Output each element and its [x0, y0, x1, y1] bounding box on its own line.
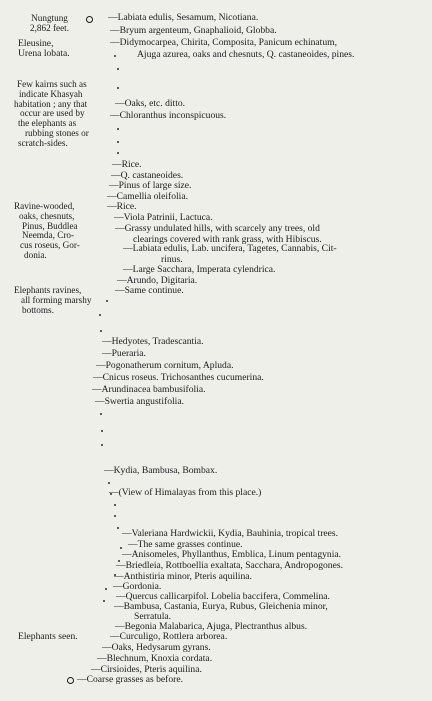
plant-entry: —Anthistiria minor, Pteris aquilina.	[114, 571, 252, 582]
plant-entry: rinus.	[161, 254, 183, 265]
annotation-line: Few kairns such as	[17, 79, 87, 89]
route-dot	[101, 430, 103, 432]
annotation-line: cus roseus, Gor-	[20, 240, 80, 251]
annotation-elephant-ravines	[14, 286, 91, 315]
annotation-line: Neemda, Cro-	[22, 230, 75, 241]
annotation-line: indicate Khasyah	[19, 88, 83, 99]
route-dot	[108, 482, 110, 484]
plant-entry: —Rice.	[112, 159, 142, 170]
annotation-line: Elephants ravines,	[14, 285, 82, 295]
plant-entry: —Rice.	[107, 201, 137, 212]
plant-entry: —Labiata edulis, Lab. uncifera, Tagetes, Cannabis, Cit-	[123, 243, 337, 254]
route-dot	[114, 55, 116, 57]
annotation-line: Pinus, Buddlea	[22, 220, 78, 231]
route-dot	[117, 87, 119, 89]
plant-entry: —Kydia, Bambusa, Bombax.	[104, 465, 218, 476]
route-dot	[100, 330, 102, 332]
plant-entry: Serratula.	[134, 611, 172, 622]
plant-entry: —Q. castaneoides.	[111, 170, 184, 181]
annotation-line: oaks, chesnuts,	[19, 210, 75, 221]
plant-entry: —Viola Patrinii, Lactuca.	[114, 212, 213, 223]
plant-entry: —Pueraria.	[102, 348, 146, 359]
annotation-line: all forming marshy	[21, 294, 92, 305]
station-end-circle-icon	[67, 677, 74, 684]
plant-entry: —Valeriana Hardwickii, Kydia, Bauhinia, tropical trees.	[122, 528, 339, 539]
plant-entry: —Chloranthus inconspicuous.	[110, 110, 227, 121]
plant-entry: —Bryum argenteum, Gnaphalioid, Globba.	[110, 25, 277, 36]
route-dot	[117, 141, 119, 143]
route-dot	[117, 128, 119, 130]
route-dot	[100, 413, 102, 415]
route-dot	[101, 444, 103, 446]
plant-entry: —Coarse grasses as before.	[77, 674, 184, 685]
route-dot	[117, 68, 119, 70]
plant-entry: —Blechnum, Knoxia cordata.	[97, 653, 213, 664]
annotation-line: scratch-sides.	[18, 137, 68, 148]
route-dot	[114, 515, 116, 517]
plant-entry: —The same grasses continue.	[128, 539, 243, 550]
annotation-line: donia.	[24, 249, 47, 260]
annotation-elephants-seen: Elephants seen.	[18, 631, 78, 642]
plant-entry: —Pinus of large size.	[109, 180, 192, 191]
plant-entry: —Cirsioides, Pteris aquilina.	[91, 664, 202, 675]
route-dot	[99, 314, 101, 316]
plant-entry: —Large Sacchara, Imperata cylendrica.	[123, 264, 276, 275]
plant-entry: —Quercus callicarpifol. Lobelia baccifera, Commelina.	[116, 591, 330, 602]
plant-entry: —Hedyotes, Tradescantia.	[102, 336, 204, 347]
annotation-line: habitation ; any that	[14, 98, 88, 109]
annotation-ravine	[14, 202, 80, 261]
route-dot	[106, 300, 108, 302]
plant-entry: —Bambusa, Castania, Eurya, Rubus, Gleichenia minor,	[114, 601, 328, 612]
plant-entry: —Pogonatherum cornitum, Apluda.	[96, 360, 234, 371]
annotation-line: bottoms.	[22, 304, 54, 315]
annotation-line: the elephants as	[18, 118, 77, 129]
plant-entry: —Cnicus roseus. Trichosanthes cucumerina.	[93, 372, 264, 383]
annotation-line: 2,862 feet.	[30, 22, 70, 33]
route-dot	[117, 527, 119, 529]
annotation-station	[30, 14, 69, 34]
plant-entry: —Oaks, etc. ditto.	[115, 98, 186, 109]
plant-entry: Ajuga azurea, oaks and chesnuts, Q. castaneoides, pines.	[137, 49, 355, 60]
annotation-line: Ravine-wooded,	[14, 201, 75, 211]
plant-entry: —Briedleia, Rottboellia exaltata, Sacchara, Andropogones.	[116, 560, 343, 571]
route-dot	[103, 600, 105, 602]
plant-entry: —Arundo, Digitaria.	[117, 275, 198, 286]
route-dot	[105, 588, 107, 590]
plant-entry: —Swertia angustifolia.	[95, 396, 184, 407]
plant-entry: —Oaks, Hedysarum gyrans.	[102, 642, 211, 653]
station-start-circle-icon	[86, 16, 93, 23]
plant-entry: —Curculigo, Rottlera arborea.	[110, 631, 228, 642]
plant-entry: —Anisomeles, Phyllanthus, Emblica, Linum pentagynia.	[122, 549, 342, 560]
plant-entry: —Didymocarpea, Chirita, Composita, Panicum echinatum,	[110, 37, 338, 48]
plant-entry: —Camellia oleifolia.	[107, 191, 188, 202]
plant-entry: —Arundinacea bambusifolia.	[92, 384, 206, 395]
plant-entry: —Begonia Malabarica, Ajuga, Plectranthus albus.	[115, 621, 308, 632]
annotation-line: Nungtung	[31, 13, 68, 23]
annotation-line: occur are used by	[20, 108, 85, 119]
plant-entry: —Gordonia.	[113, 581, 162, 592]
annotation-line: Urena lobata.	[18, 48, 70, 59]
annotation-line: rubbing stones or	[25, 127, 89, 138]
plant-entry: —Grassy undulated hills, with scarcely any trees, old	[115, 223, 320, 234]
route-dot	[117, 152, 119, 154]
route-dot	[114, 504, 116, 506]
plant-entry: —(View of Himalayas from this place.)	[109, 487, 262, 498]
annotation-kairns	[14, 80, 89, 149]
plant-entry: —Same continue.	[115, 285, 184, 296]
annotation-line: Eleusine,	[18, 38, 54, 49]
plant-entry: clearings covered with rank grass, with Hibiscus.	[133, 234, 322, 245]
plant-entry: —Labiata edulis, Sesamum, Nicotiana.	[108, 12, 259, 23]
